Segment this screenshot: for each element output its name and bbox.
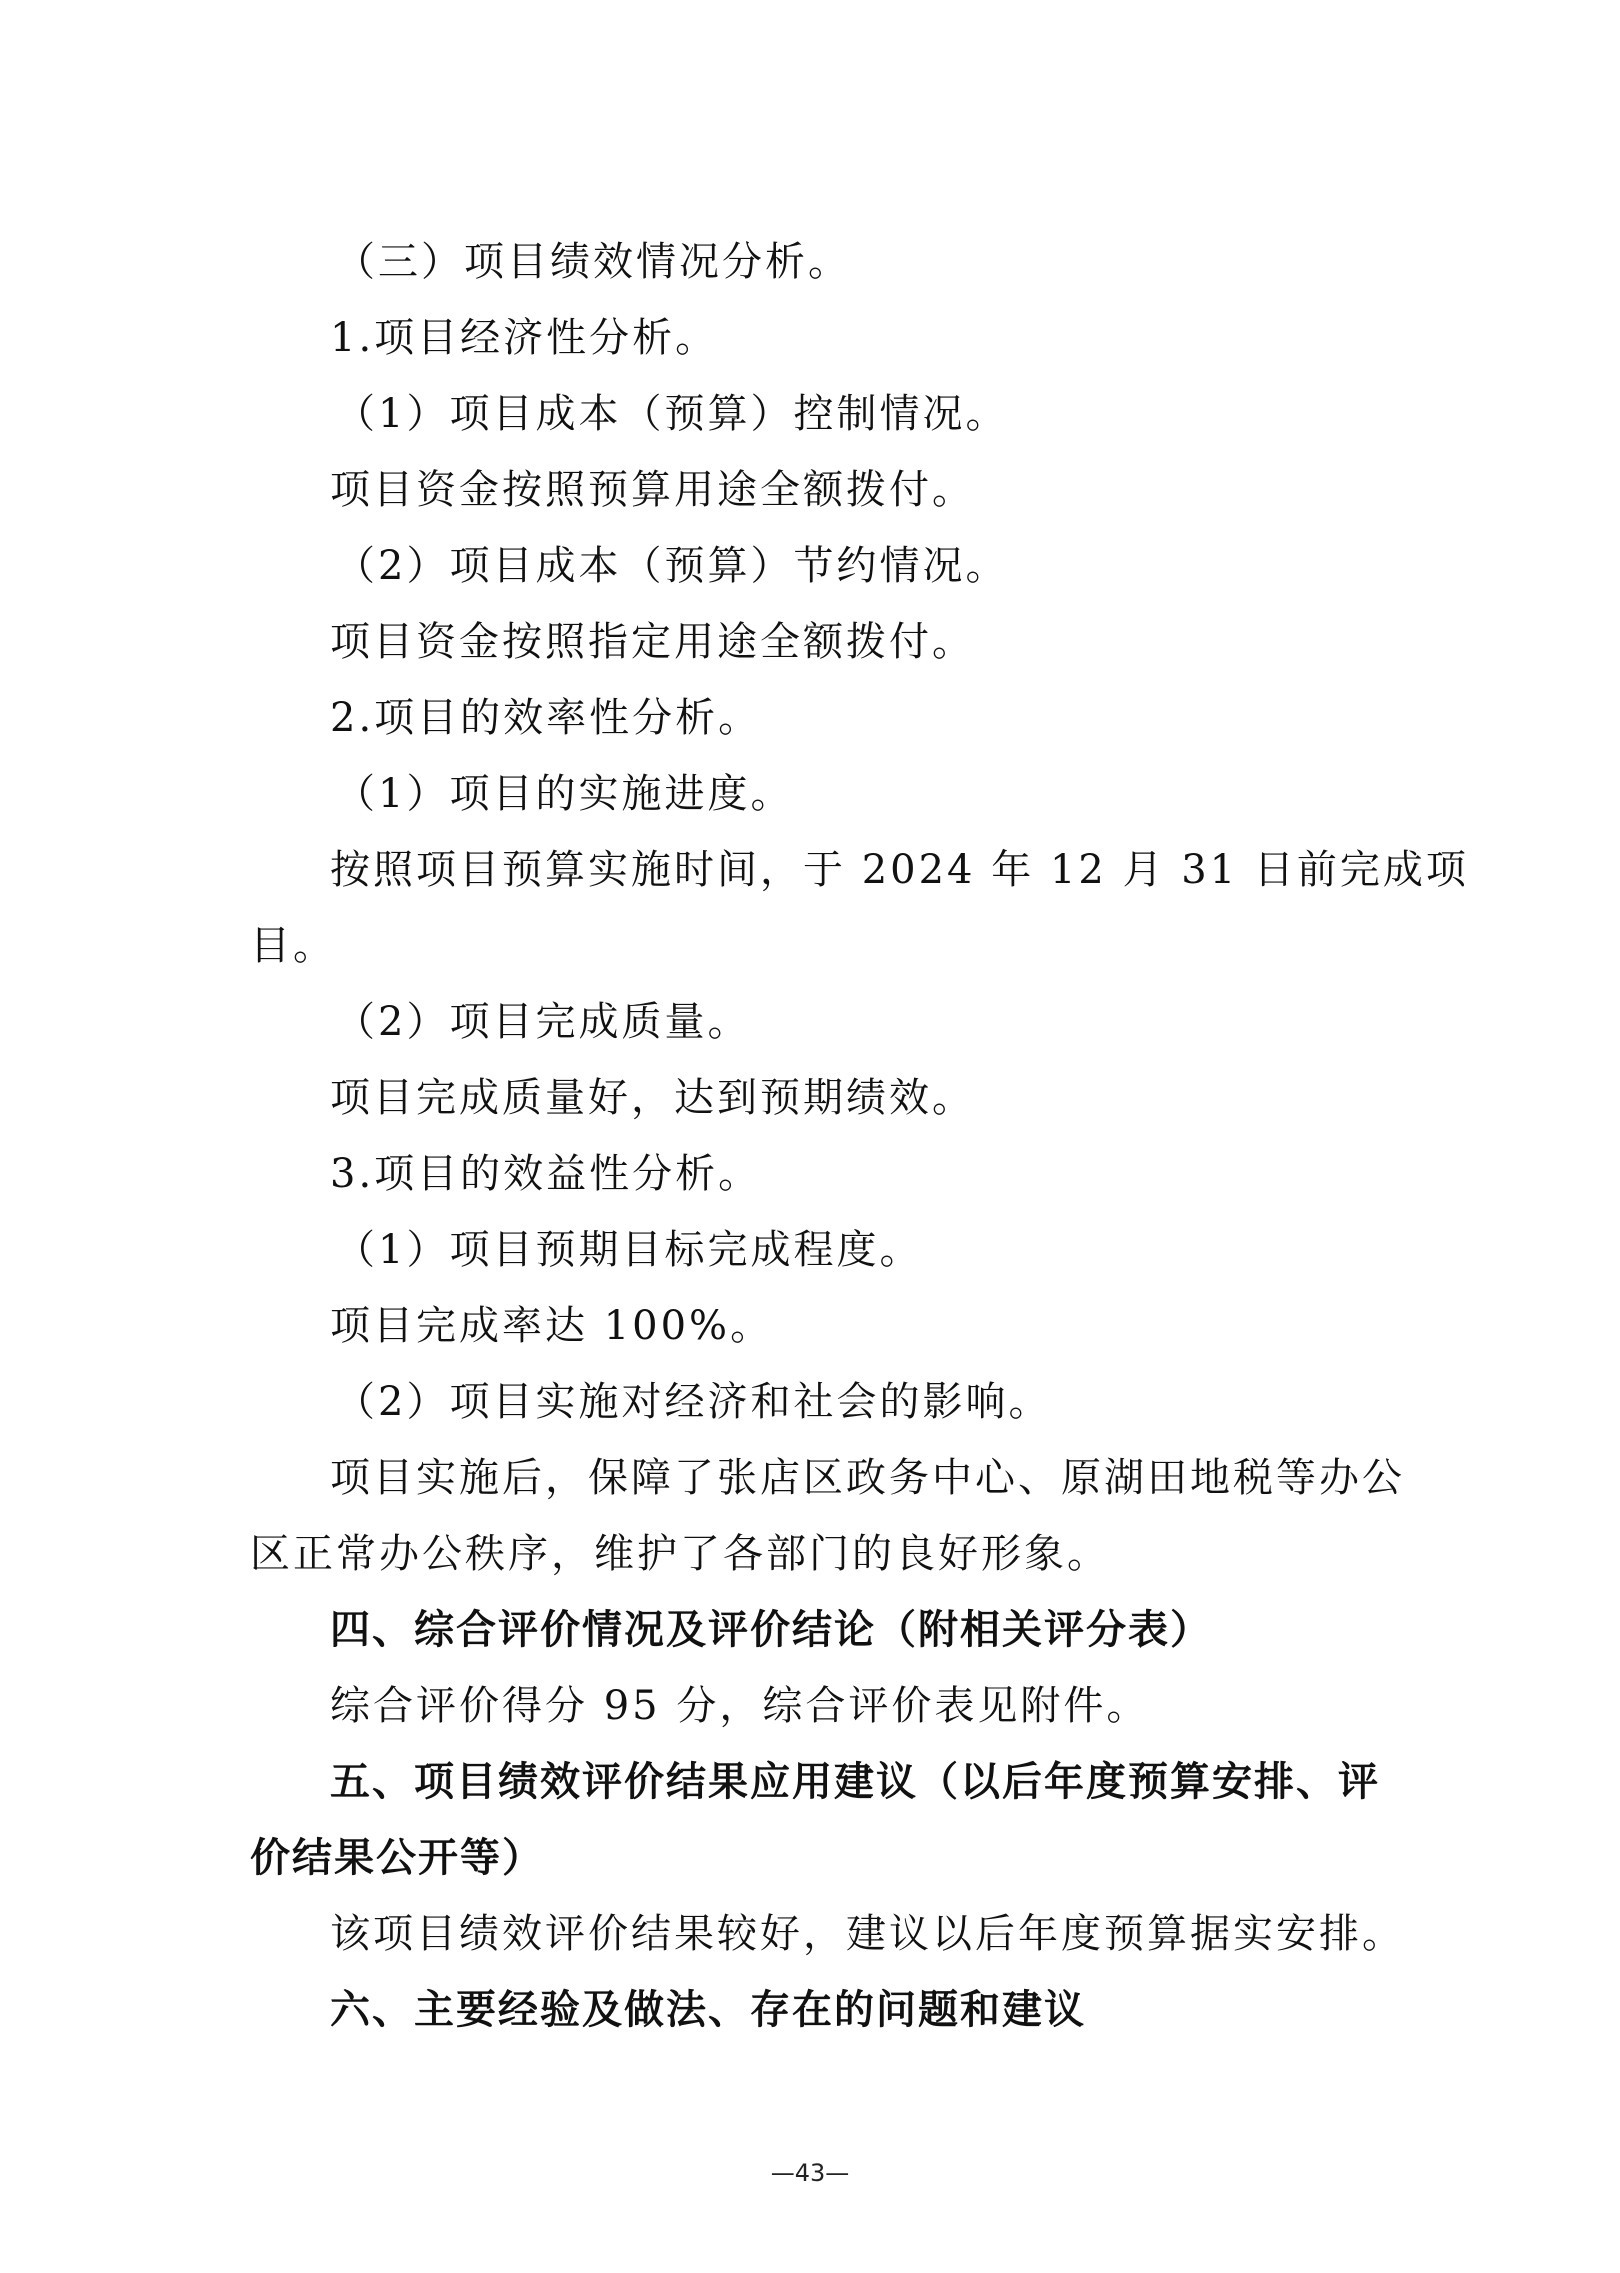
- section-heading-5: 五、项目绩效评价结果应用建议（以后年度预算安排、评: [330, 1759, 1380, 1805]
- item-heading: （2）项目完成质量。: [335, 999, 751, 1045]
- subsection-heading: 1.项目经济性分析。: [330, 315, 719, 361]
- item-heading: （2）项目成本（预算）节约情况。: [335, 543, 1009, 589]
- section-heading-6: 六、主要经验及做法、存在的问题和建议: [330, 1987, 1086, 2033]
- item-heading: （2）项目实施对经济和社会的影响。: [335, 1379, 1052, 1425]
- item-heading: （1）项目成本（预算）控制情况。: [335, 391, 1009, 437]
- paragraph: 项目实施后，保障了张店区政务中心、原湖田地税等办公: [330, 1455, 1405, 1501]
- subsection-heading: 3.项目的效益性分析。: [330, 1151, 762, 1197]
- item-heading: （1）项目的实施进度。: [335, 771, 794, 817]
- subsection-heading: 2.项目的效率性分析。: [330, 695, 762, 741]
- paragraph-continuation: 目。: [250, 923, 336, 969]
- paragraph: 该项目绩效评价结果较好，建议以后年度预算据实安排。: [330, 1911, 1405, 1957]
- paragraph: 项目资金按照预算用途全额拨付。: [330, 467, 975, 513]
- paragraph-continuation: 区正常办公秩序，维护了各部门的良好形象。: [250, 1531, 1110, 1577]
- paragraph: 项目完成率达 100%。: [330, 1303, 774, 1349]
- item-heading: （1）项目预期目标完成程度。: [335, 1227, 923, 1273]
- section-heading-4: 四、综合评价情况及评价结论（附相关评分表）: [330, 1607, 1212, 1653]
- section-heading-5-continuation: 价结果公开等）: [250, 1835, 544, 1881]
- paragraph: 项目资金按照指定用途全额拨付。: [330, 619, 975, 665]
- paragraph: 项目完成质量好，达到预期绩效。: [330, 1075, 975, 1121]
- page-number: —43—: [770, 2159, 850, 2187]
- paragraph: 按照项目预算实施时间，于 2024 年 12 月 31 日前完成项: [330, 847, 1469, 893]
- paragraph: 综合评价得分 95 分，综合评价表见附件。: [330, 1683, 1150, 1729]
- section-heading-3: （三）项目绩效情况分析。: [335, 239, 851, 285]
